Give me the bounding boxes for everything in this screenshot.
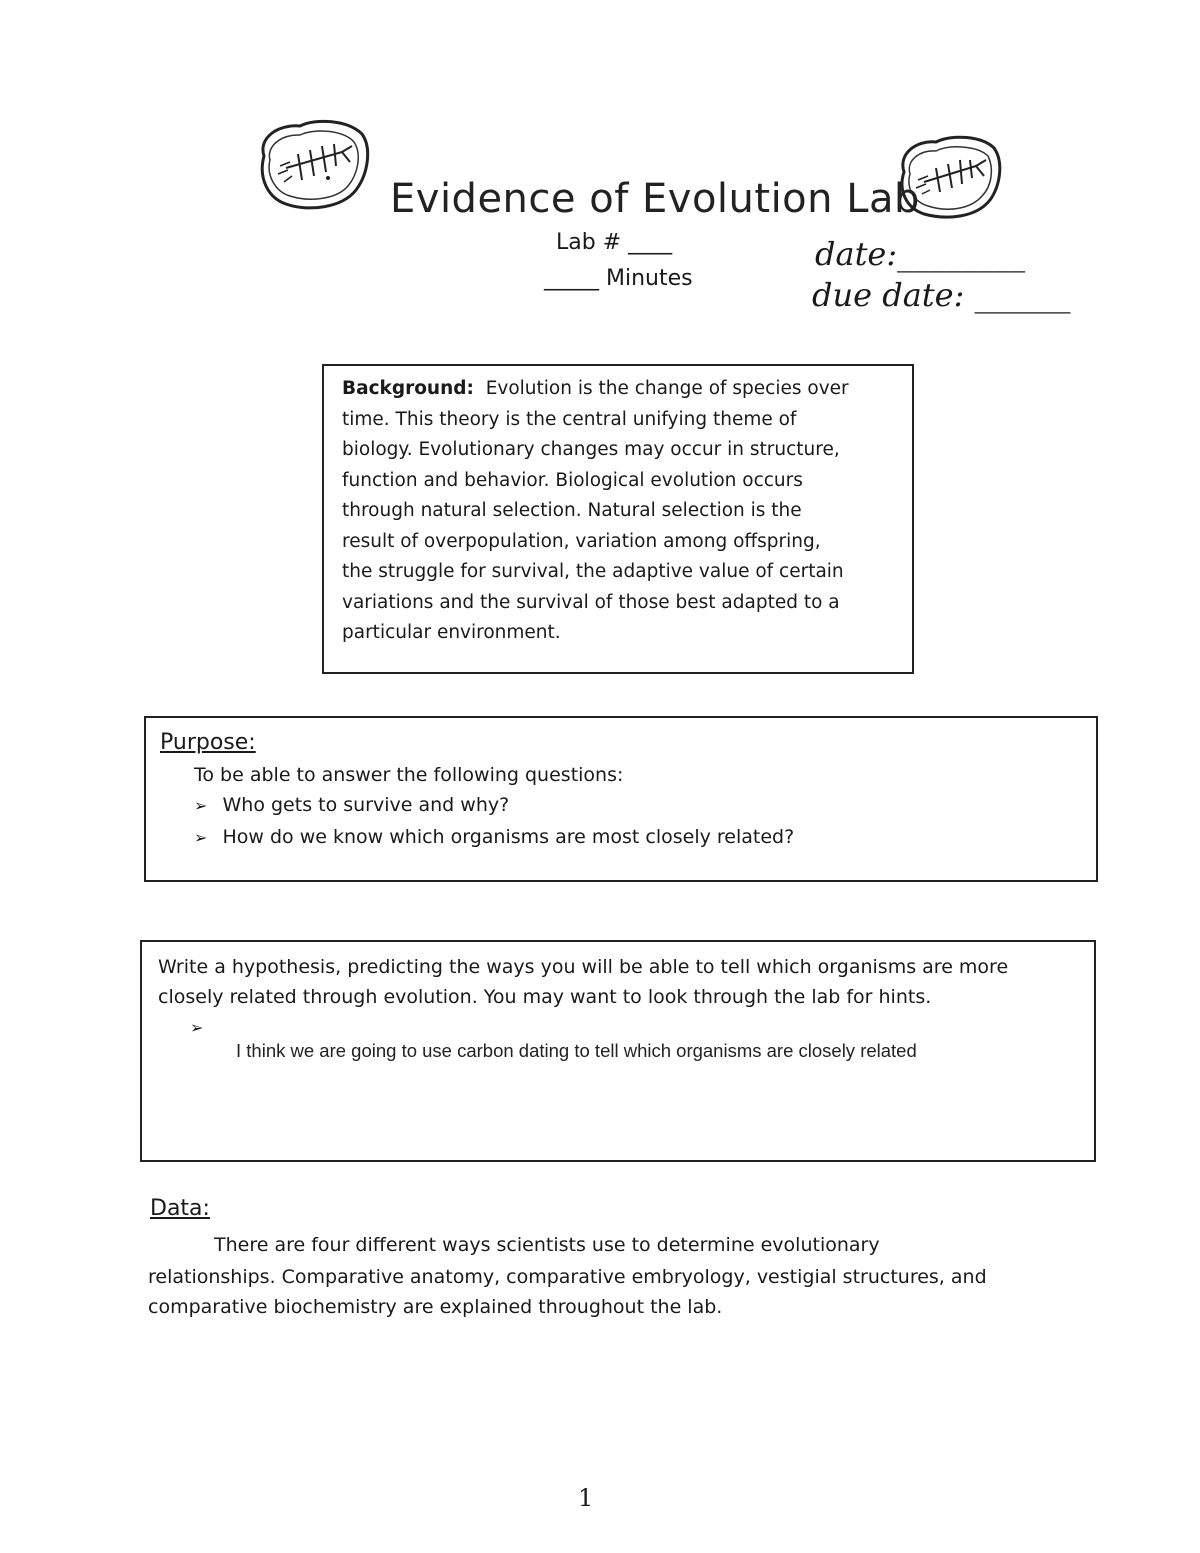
background-line: variations and the survival of those best adapted to a [342,591,840,613]
background-line: biology. Evolutionary changes may occur in structure, [342,439,840,460]
background-line: the struggle for survival, the adaptive value of certain [342,561,844,582]
fossil-icon [256,116,372,214]
list-item [194,794,509,816]
purpose-intro: To be able to answer the following questions: [194,764,624,786]
data-text: comparative biochemistry are explained throughout the lab. [148,1296,723,1318]
background-line: Evolution is the change of species over [485,378,849,399]
data-text: relationships. Comparative anatomy, comparative embryology, vestigial structures, and [148,1266,987,1288]
background-box [322,364,914,674]
background-text [342,374,898,649]
page-number: 1 [578,1484,594,1512]
hypothesis-box [140,940,1096,1162]
background-label: Background: [342,378,474,399]
arrow-bullet-icon: ➢ [190,1018,204,1037]
data-text: There are four different ways scientists use to determine evolutionary [214,1234,880,1256]
data-heading: Data: [150,1196,210,1221]
purpose-question: How do we know which organisms are most closely related? [222,826,795,848]
arrow-bullet-icon: ➢ [194,828,208,847]
background-line: result of overpopulation, variation among offspring, [342,530,821,552]
page-title: Evidence of Evolution Lab [390,176,920,222]
list-item [194,826,794,848]
due-date-field: due date: ______ [812,276,1071,314]
arrow-bullet-icon: ➢ [194,796,208,815]
background-line: particular environment. [342,622,561,643]
background-line: through natural selection. Natural selection is the [342,500,802,521]
date-field: date:________ [815,235,1026,273]
purpose-heading: Purpose: [160,730,256,755]
hypothesis-prompt: Write a hypothesis, predicting the ways you will be able to tell which organisms are more [158,956,1009,978]
lab-number-field: Lab # ____ [556,230,673,255]
purpose-box [144,716,1098,882]
background-line: function and behavior. Biological evolution occurs [342,469,803,491]
hypothesis-answer[interactable]: I think we are going to use carbon dating to tell which organisms are closely related [236,1040,917,1061]
hypothesis-prompt: closely related through evolution. You may want to look through the lab for hints. [158,986,932,1008]
background-line: time. This theory is the central unifying theme of [342,408,797,430]
minutes-field: _____ Minutes [544,266,693,291]
purpose-question: Who gets to survive and why? [222,794,510,816]
